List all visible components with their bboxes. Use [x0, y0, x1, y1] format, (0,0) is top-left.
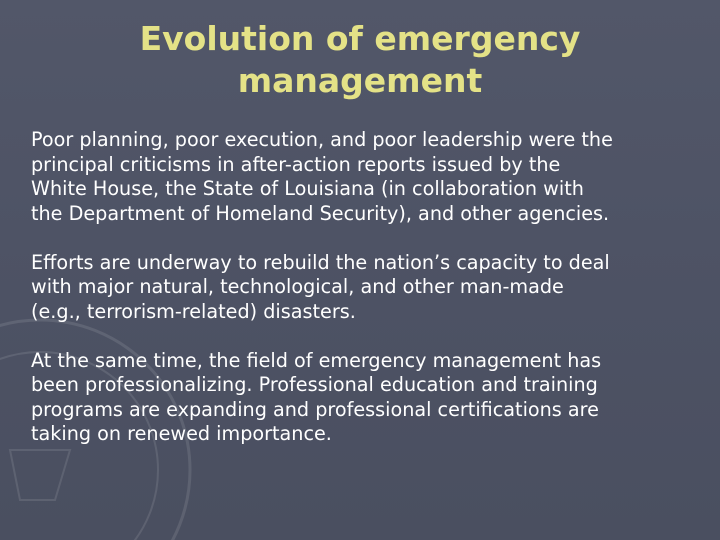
paragraph-3-line-1: At the same time, the field of emergency management has [31, 348, 602, 372]
title-line-2: management [237, 61, 483, 100]
paragraph-1-line-3: White House, the State of Louisiana (in collaboration with [31, 177, 584, 200]
paragraph-3-line-2: been professionalizing. Professional education and training [31, 373, 598, 396]
slide-body [31, 128, 703, 471]
paragraph-1-line-4: the Department of Homeland Security), and other agencies. [31, 201, 610, 225]
paragraph-2-line-2: with major natural, technological, and other man-made [31, 275, 564, 298]
title-line-1: Evolution of emergency [139, 19, 581, 58]
paragraph-2 [31, 251, 703, 325]
paragraph-3 [31, 349, 703, 447]
paragraph-3-line-3: programs are expanding and professional certifications are [31, 397, 599, 421]
paragraph-2-line-1: Efforts are underway to rebuild the nation’s capacity to deal [31, 250, 610, 274]
slide-title [40, 18, 680, 102]
paragraph-3-line-4: taking on renewed importance. [31, 422, 332, 445]
paragraph-2-line-3: (e.g., terrorism-related) disasters. [31, 299, 356, 323]
paragraph-1-line-2: principal criticisms in after-action reports issued by the [31, 152, 561, 176]
paragraph-1 [31, 128, 703, 226]
paragraph-1-line-1: Poor planning, poor execution, and poor leadership were the [31, 128, 613, 151]
